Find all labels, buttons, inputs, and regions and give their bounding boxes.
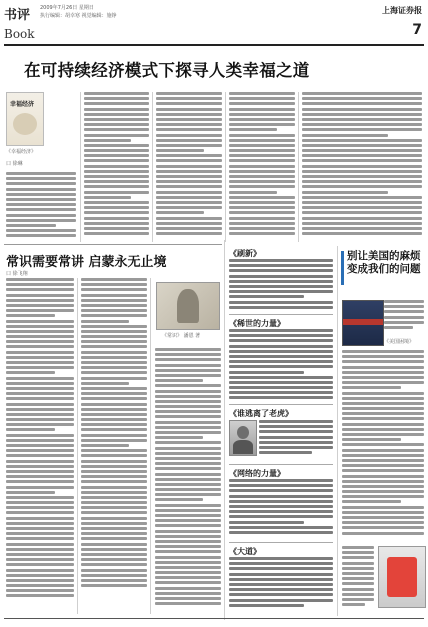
right-article-body (342, 350, 424, 540)
main-article-col-1 (6, 172, 76, 240)
cover-stripe (343, 319, 383, 325)
sidebar-item-body (259, 420, 333, 460)
photo-shape (387, 557, 417, 597)
col-divider (77, 278, 78, 614)
book-cover-image (6, 92, 44, 146)
right-article-bottom (342, 546, 374, 612)
sidebar-item-body (229, 479, 333, 539)
sidebar-separator (229, 542, 333, 543)
second-article-col-1 (6, 278, 74, 614)
col-divider (80, 92, 81, 242)
col-divider (150, 278, 151, 614)
article-separator (4, 244, 222, 245)
book-cover-title: 幸福经济 (10, 101, 35, 108)
sidebar-item-title: 《谁逃离了老虎》 (229, 409, 293, 418)
sidebar-item-body (229, 557, 333, 615)
editor-line: 执行编辑：胡幸寒 视觉编辑：施铮 (40, 13, 117, 19)
portrait-head (237, 426, 249, 439)
sidebar-item-title: 《网络的力量》 (229, 469, 285, 478)
right-article-intro (384, 300, 424, 336)
main-article-col-4 (229, 92, 295, 240)
sidebar-separator (229, 464, 333, 465)
sidebar-separator (229, 314, 333, 315)
main-author: 口 徐琳 (6, 161, 23, 167)
us-dilemma-book-image (342, 300, 384, 346)
sidebar-item-title: 《刷新》 (229, 249, 261, 258)
second-article-col-2 (81, 278, 147, 614)
issue-date: 2009年7月26日 星期日 (40, 5, 94, 11)
second-headline: 常识需要常讲 启蒙永无止境 (6, 255, 167, 270)
col-divider (225, 92, 226, 242)
image-figure (177, 289, 199, 323)
common-sense-book-image (156, 282, 220, 330)
main-article-col-2 (84, 92, 149, 240)
review-of: 《幸福经济》 (6, 149, 37, 155)
sidebar-divider (224, 240, 225, 620)
col-divider (298, 92, 299, 242)
second-article-col-3 (155, 348, 221, 614)
main-article-col-3 (156, 92, 222, 240)
bottom-right-photo (378, 546, 426, 608)
sidebar-box (227, 246, 335, 616)
masthead-rule (4, 44, 424, 46)
right-headline: 别让美国的麻烦变成我们的问题 (347, 250, 421, 275)
section-title: 书评 (4, 8, 31, 23)
common-sense-caption: 《常识》 潘恩 著 (162, 333, 201, 339)
col-divider (152, 92, 153, 242)
page-number: 7 (412, 22, 422, 38)
footer-rule (4, 618, 424, 619)
sidebar-item-title: 《稀世的力量》 (229, 319, 285, 328)
sidebar-item-body (229, 329, 333, 401)
main-article-col-5 (302, 92, 422, 240)
right-accent-bar (341, 251, 344, 285)
sidebar-item-title: 《大道》 (229, 547, 261, 556)
masthead (0, 0, 428, 46)
sidebar-separator (229, 404, 333, 405)
paper-name: 上海证券报 (382, 5, 422, 15)
second-author: 口 徐飞翔 (6, 271, 28, 277)
portrait-shoulders (233, 440, 253, 454)
us-dilemma-caption: 《美国困境》 (384, 339, 415, 345)
cover-decoration (13, 113, 37, 135)
section-en: Book (4, 27, 35, 41)
sidebar-item-body (229, 259, 333, 311)
author-portrait-image (229, 420, 257, 456)
col-divider (337, 246, 338, 616)
main-headline: 在可持续经济模式下探寻人类幸福之道 (24, 61, 310, 80)
